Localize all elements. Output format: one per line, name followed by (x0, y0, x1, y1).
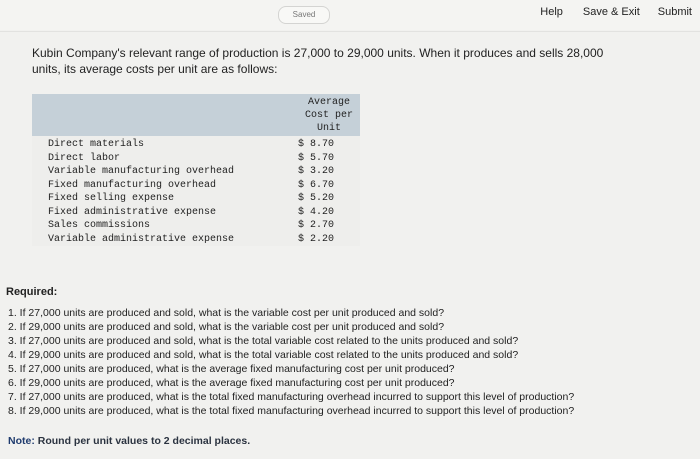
list-item: 6. If 29,000 units are produced, what is the average fixed manufacturing cost per unit produced? (8, 377, 455, 389)
list-item: 4. If 29,000 units are produced and sold, what is the total variable cost related to the units produced and sold? (8, 349, 519, 361)
cost-label: Variable manufacturing overhead (48, 166, 235, 177)
cost-label: Fixed manufacturing overhead (48, 179, 217, 191)
cost-label: Direct labor (48, 152, 121, 164)
required-heading: Required: (6, 286, 58, 298)
list-item: 2. If 29,000 units are produced and sold, what is the variable cost per unit produced and sold? (8, 321, 445, 333)
list-item: 5. If 27,000 units are produced, what is the average fixed manufacturing cost per unit produced? (8, 363, 455, 375)
cost-label: Fixed selling expense (48, 193, 175, 204)
problem-intro: Kubin Company's relevant range of production is 27,000 to 29,000 units. When it produces and sells 28,000 units, its average costs per unit are as follows: (32, 46, 604, 76)
cost-label: Sales commissions (48, 220, 151, 231)
cost-value: $ 5.70 (298, 152, 335, 164)
cost-value: $ 5.20 (298, 193, 335, 204)
costs-table-body (48, 138, 358, 246)
table-row (48, 179, 358, 193)
questions-list (8, 306, 688, 418)
submit-button[interactable]: Submit (657, 6, 692, 18)
rounding-note (8, 435, 250, 447)
table-row (48, 165, 358, 179)
list-item: 8. If 29,000 units are produced, what is the total fixed manufacturing overhead incurred to support this level of production? (8, 405, 575, 417)
table-row (48, 219, 358, 233)
cost-value: $ 2.70 (298, 220, 335, 231)
cost-value: $ 6.70 (298, 179, 335, 191)
list-item: 3. If 27,000 units are produced and sold, what is the total variable cost related to the units produced and sold? (8, 335, 519, 347)
table-row (48, 206, 358, 220)
top-divider (0, 31, 700, 32)
top-bar (0, 0, 700, 30)
note-label: Note: (8, 435, 35, 447)
top-actions (540, 6, 692, 18)
column-header-line: Average (307, 97, 350, 108)
table-row (48, 192, 358, 206)
save-exit-button[interactable]: Save & Exit (582, 6, 640, 18)
table-row (48, 138, 358, 152)
table-row (48, 152, 358, 166)
column-header-line: Unit (316, 123, 341, 134)
cost-value: $ 4.20 (298, 206, 335, 218)
help-link[interactable]: Help (540, 6, 563, 18)
costs-table-header (32, 94, 360, 136)
table-row (48, 233, 358, 247)
cost-label: Direct materials (48, 139, 145, 150)
note-text: Round per unit values to 2 decimal places. (37, 435, 251, 447)
costs-table (32, 94, 360, 246)
cost-value: $ 8.70 (298, 139, 335, 150)
column-header-average-cost (300, 96, 358, 135)
list-item: 1. If 27,000 units are produced and sold, what is the variable cost per unit produced and sold? (8, 307, 445, 319)
cost-label: Fixed administrative expense (48, 206, 217, 218)
saved-status-badge: Saved (278, 6, 330, 24)
cost-value: $ 2.20 (298, 233, 335, 245)
column-header-line: Cost per (304, 110, 353, 121)
cost-label: Variable administrative expense (48, 233, 235, 245)
list-item: 7. If 27,000 units are produced, what is the total fixed manufacturing overhead incurred to support this level of production? (8, 391, 575, 403)
cost-value: $ 3.20 (298, 166, 335, 177)
